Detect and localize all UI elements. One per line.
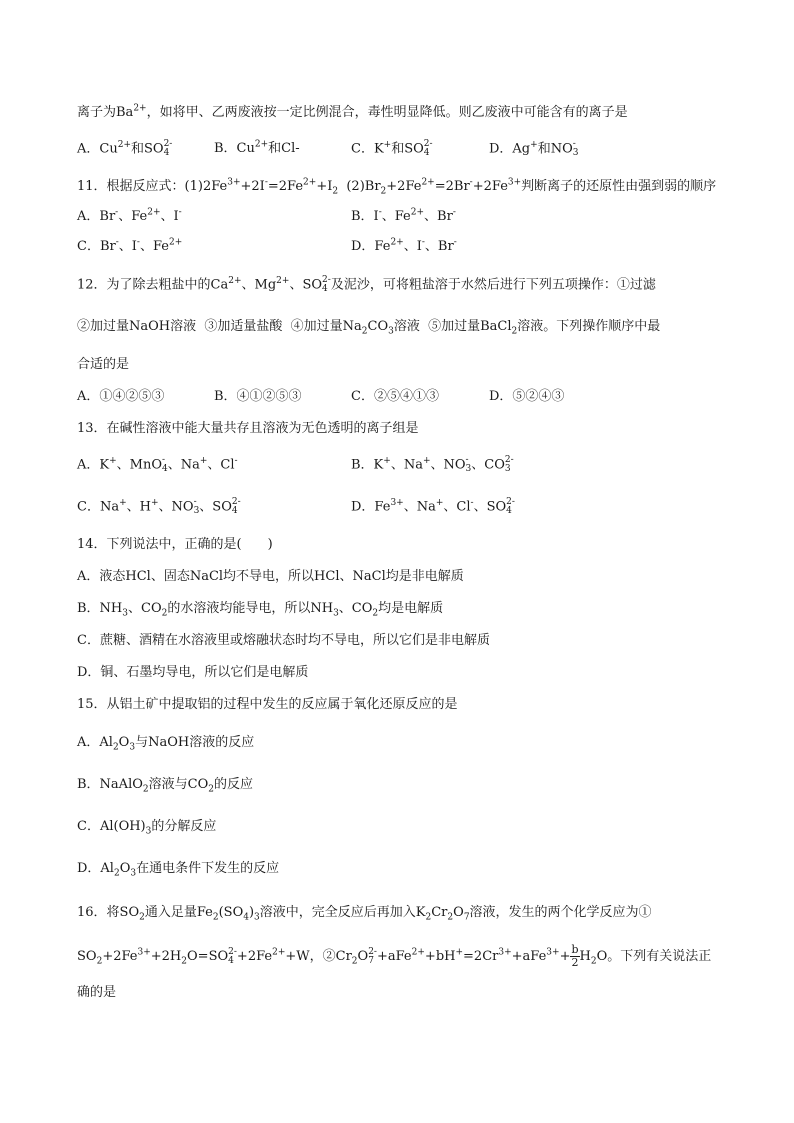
question-16-stem-line3: 确的是: [77, 985, 117, 1000]
q14-option-b[interactable]: B．$NH_3$、$CO_2$的水溶液均能导电，所以$NH_3$、$CO_2$均是电解质: [77, 601, 444, 619]
question-12-stem-line1: 12．为了除去粗盐中的$Ca^{2+}$、$Mg^{2+}$、SO 2- 4 及泥沙，可将粗盐溶于水然后进行下列五项操作：①过滤: [77, 275, 656, 294]
question-16-stem-line1: 16．将$SO_2$通入足量$Fe_2(SO_4)_3$溶液中，完全反应后再加入$K_2Cr_2O_7$溶液，发生的两个化学反应为①: [77, 905, 652, 923]
question-11-stem: 11．根据反应式：$(1)2Fe^{3+}+2I^-=2Fe^{2+}+I_2$ $(2)Br_2+2Fe^{2+}=2Br^-+2Fe^{3+}$判断离子的还原性由强到弱的顺序: [77, 177, 717, 197]
question-10-stem: 离子为$Ba^{2+}$，如将甲、乙两废液按一定比例混合，毒性明显降低。则乙废液中可能含有的离子是: [77, 103, 628, 120]
question-14-stem: 14．下列说法中，正确的是( ): [77, 537, 273, 552]
q11-option-c[interactable]: C．Br-、I-、$Fe^{2+}$: [77, 237, 183, 254]
question-13-stem: 13．在碱性溶液中能大量共存且溶液为无色透明的离子组是: [77, 421, 419, 436]
q15-option-c[interactable]: C．$Al(OH)_3$的分解反应: [77, 819, 217, 837]
question-15-stem: 15．从铝土矿中提取铝的过程中发生的反应属于氧化还原反应的是: [77, 697, 458, 712]
q12-option-a[interactable]: A．①④②⑤③: [77, 389, 165, 404]
q15-option-d[interactable]: D．$Al_2O_3$在通电条件下发生的反应: [77, 861, 280, 879]
q14-option-a[interactable]: A．液态HCl、固态NaCl均不导电，所以HCl、NaCl均是非电解质: [77, 569, 464, 584]
question-16-stem-line2: $SO_2+2Fe^{3+}+2H_2O=SO$ 2- 4 $+2Fe^{2+}+W$，$②Cr_2O$ 2- 7 $+aFe^{2+}+bH^+=2Cr^{3+}+aFe^{3+}+$ $\frac{b}{2}$ $H_2O$。下列有关说法正: [77, 943, 712, 969]
question-12-stem-line2: ②加过量NaOH溶液 ③加适量盐酸 ④加过量$Na_2CO_3$溶液 ⑤加过量BaCl$_2$溶液。下列操作顺序中最: [77, 319, 661, 337]
q15-option-b[interactable]: B．NaAlO$_2$溶液与$CO_2$的反应: [77, 777, 253, 795]
q13-option-d[interactable]: D．$Fe^{3+}$、Na+、Cl-、SO 2- 4: [351, 497, 515, 516]
q14-option-c[interactable]: C．蔗糖、酒精在水溶液里或熔融状态时均不导电，所以它们是非电解质: [77, 633, 490, 648]
q11-option-a[interactable]: A．Br-、$Fe^{2+}$、I-: [77, 207, 182, 224]
q12-option-b[interactable]: B．④①②⑤③: [214, 389, 302, 404]
q13-option-b[interactable]: B．K+、Na+、NO - 3 、CO 2- 3: [351, 455, 514, 474]
q11-option-b[interactable]: B．I-、$Fe^{2+}$、Br-: [351, 207, 456, 224]
q10-option-b[interactable]: B．$Cu^{2+}$和Cl-: [214, 139, 300, 156]
q14-option-d[interactable]: D．铜、石墨均导电，所以它们是电解质: [77, 665, 309, 680]
q13-option-a[interactable]: A．K+、MnO - 4 、Na+、Cl-: [77, 455, 238, 474]
q15-option-a[interactable]: A．$Al_2O_3$与NaOH溶液的反应: [77, 735, 255, 753]
q10-option-c[interactable]: C．K+和SO 2- 4: [351, 139, 433, 158]
q11-option-d[interactable]: D．$Fe^{2+}$、I-、Br-: [351, 237, 457, 254]
q12-option-c[interactable]: C．②⑤④①③: [351, 389, 439, 404]
q12-option-d[interactable]: D．⑤②④③: [489, 389, 565, 404]
q10-option-d[interactable]: D．Ag+和NO - 3: [489, 139, 579, 158]
q13-option-c[interactable]: C．Na+、H+、NO - 3 、SO 2- 4: [77, 497, 241, 516]
question-12-stem-line3: 合适的是: [77, 357, 130, 372]
q10-option-a[interactable]: A．$Cu^{2+}$和SO 2- 4: [77, 139, 173, 158]
